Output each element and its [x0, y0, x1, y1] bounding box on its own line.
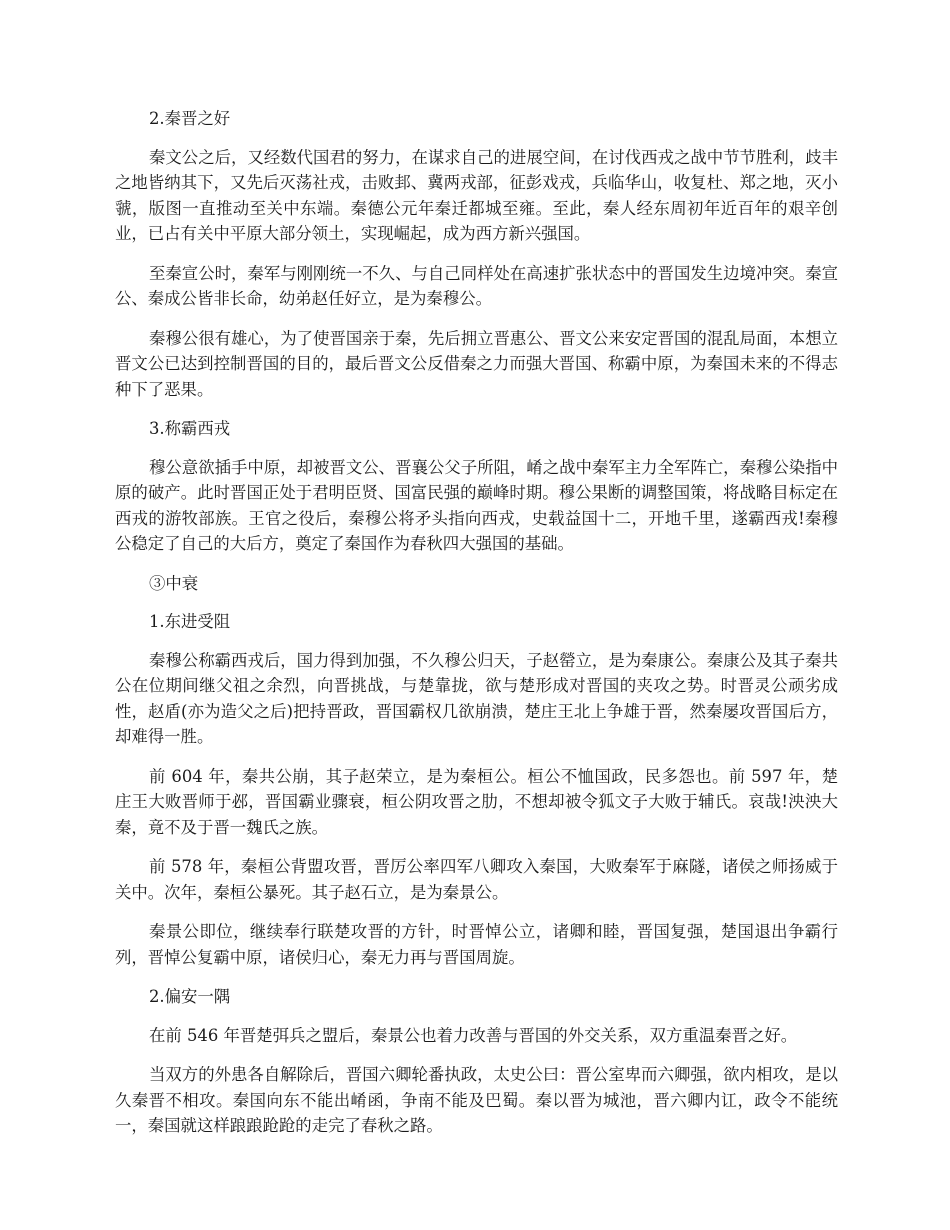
section-heading-western-rong: 3.称霸西戎: [149, 419, 231, 438]
paragraph-jing-gong: 秦景公即位，继续奉行联楚攻晋的方针，时晋悼公立，诸卿和睦，晋国复强，楚国退出争霸行列，晋悼公复霸中原，诸侯归心，秦无力再与晋国周旋。: [115, 922, 838, 967]
paragraph-mu-gong-hegemony: 穆公意欲插手中原，却被晋文公、晋襄公父子所阻，崤之战中秦军主力全军阵亡，秦穆公染指中原的破产。此时晋国正处于君明臣贤、国富民强的巅峰时期。穆公果断的调整国策，将战略目标定在西戎的游牧部族。王官之役后，秦穆公将矛头指向西戎，史载益国十二，开地千里，遂霸西戎!秦穆公稳定了自己的大后方，奠定了秦国作为春秋四大强国的基础。: [115, 457, 838, 553]
section-heading-eastward-blocked: 1.东进受阻: [149, 612, 231, 631]
section-heading-qin-jin-alliance: 2.秦晋之好: [149, 109, 231, 128]
section-heading-corner-peace: 2.偏安一隅: [149, 987, 231, 1006]
paragraph-mu-gong-ambition: 秦穆公很有雄心，为了使晋国亲于秦，先后拥立晋惠公、晋文公来安定晋国的混乱局面，本想立晋文公已达到控制晋国的目的，最后晋文公反借秦之力而强大晋国、称霸中原，为秦国未来的不得志种下了恶果。: [115, 328, 838, 399]
paragraph-six-ministers: 当双方的外患各自解除后，晋国六卿轮番执政，太史公曰：晋公室卑而六卿强，欲内相攻，是以久秦晋不相攻。秦国向东不能出崤函，争南不能及巴蜀。秦以晋为城池，晋六卿内讧，政令不能统一，秦国就这样踉踉跄跄的走完了春秋之路。: [115, 1065, 838, 1135]
document-page: [115, 106, 838, 1153]
paragraph-wen-gong-expansion: 秦文公之后，又经数代国君的努力，在谋求自己的进展空间，在讨伐西戎之战中节节胜利，歧丰之地皆纳其下，又先后灭荡社戎，击败邽、冀两戎部，征彭戏戎，兵临华山，收复杜、郑之地，灭小虢，版图一直推动至关中东端。秦德公元年秦迁都城至雍。至此，秦人经东周初年近百年的艰辛创业，已占有关中平原大部分领土，实现崛起，成为西方新兴强国。: [115, 147, 838, 243]
paragraph-xuan-gong-conflict: 至秦宣公时，秦军与刚刚统一不久、与自己同样处在高速扩张状态中的晋国发生边境冲突。秦宣公、秦成公皆非长命，幼弟赵任好立，是为秦穆公。: [115, 263, 838, 308]
paragraph-kang-gong: 秦穆公称霸西戎后，国力得到加强，不久穆公归天，子赵罃立，是为秦康公。秦康公及其子秦共公在位期间继父祖之余烈，向晋挑战，与楚靠拢，欲与楚形成对晋国的夹攻之势。时晋灵公顽劣成性，赵盾(亦为造父之后)把持晋政，晋国霸权几欲崩溃，楚庄王北上争雄于晋，然秦屡攻晋国后方，却难得一胜。: [115, 650, 838, 746]
section-heading-decline: ③中衰: [149, 573, 199, 593]
paragraph-mibing-alliance: 在前 546 年晋楚弭兵之盟后，秦景公也着力改善与晋国的外交关系，双方重温秦晋之好。: [149, 1025, 798, 1045]
paragraph-battle-of-masui: 前 578 年，秦桓公背盟攻晋，晋厉公率四军八卿攻入秦国，大败秦军于麻隧，诸侯之师扬威于关中。次年，秦桓公暴死。其子赵石立，是为秦景公。: [115, 857, 838, 902]
paragraph-huan-gong: 前 604 年，秦共公崩，其子赵荣立，是为秦桓公。桓公不恤国政，民多怨也。前 597 年，楚庄王大败晋师于邲，晋国霸业骤衰，桓公阴攻晋之肋，不想却被令狐文子大败于辅氏。哀哉!泱泱大秦，竟不及于晋一魏氏之族。: [115, 766, 838, 837]
